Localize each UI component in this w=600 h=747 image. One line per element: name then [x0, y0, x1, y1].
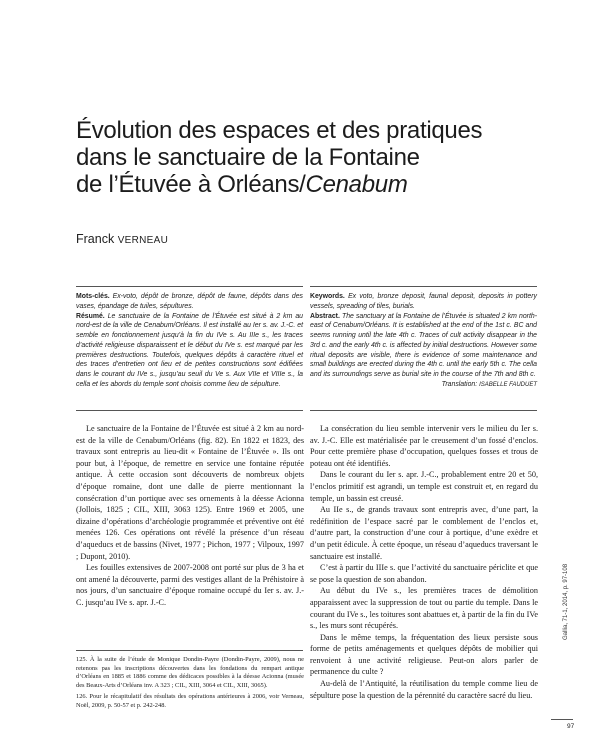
abstract-french: [76, 292, 303, 390]
body-left-paragraph-1: Le sanctuaire de la Fontaine de l’Étuvée est situé à 2 km au nord-est de la ville de Cenabum/Orléans (fig. 82). En 1822 et 1823, des travaux sont entrepris au lieu-dit « Fontaine de l’Étuvée ». Ils ont pour but, à l’époque, de remettre en service une fontaine réputée antique. À cette occasion sont découverts de nombreux objets d’époque romaine, dont une dalle de pierre mentionnant la consécration d’un portique avec ses ornements à la déesse Acionna (Jollois, 1825 ; CIL, XIII, 3063 125). Entre 1969 et 2005, une dizaine d’opérations d’archéologie programmée et préventive ont été menées 126. Ces opérations ont révélé la présence d’un réseau d’aqueducs et de bassins (Nivet, 1977 ; Pichon, 1977 ; Vilpoux, 1997 ; Dupont, 2010).: [76, 424, 304, 561]
title-line-2: dans le sanctuaire de la Fontaine: [76, 144, 420, 171]
author-first-name: Franck: [76, 232, 115, 246]
resume-fr-label: Résumé.: [76, 312, 105, 320]
journal-side-note: Gallia, 71-1, 2014, p. 97-108: [563, 563, 569, 640]
title-line-3-text: de l’Étuvée à Orléans/: [76, 171, 306, 198]
bottom-rule-left: [76, 410, 303, 411]
keywords-en-label: Keywords.: [310, 293, 345, 300]
title-line-3: [76, 171, 546, 198]
bottom-rule-right: [310, 410, 537, 411]
resume-fr: [76, 312, 303, 390]
body-right-paragraph-3: Au IIe s., de grands travaux sont entrepris avec, d’une part, la redéfinition de l’espace sacré par le comblement de l’enclos et, d’autre part, la construction d’une cour à portique, d’une exèdre et d’un petit édicule. À cette époque, un réseau d’aqueducs traversant le sanctuaire est installé.: [310, 505, 538, 561]
translation-name: ISABELLE FAUDUET: [479, 381, 537, 388]
body-right-paragraph-6: Dans le même temps, la fréquentation des lieux persiste sous forme de petits aménagements et quelques dépôts de mobilier qui renvoient à une activité religieuse. Peut-on alors parler de permanence du culte ?: [310, 632, 538, 677]
body-left-paragraph-2: Les fouilles extensives de 2007-2008 ont porté sur plus de 3 ha et ont amené la découverte, parmi des vestiges allant de la Préhistoire à nos jours, d’un sanctuaire d’époque romaine occupé du Ier s. av. J.-C. jusqu’au IVe s. apr. J.-C.: [76, 563, 304, 607]
keywords-fr-label: Mots-clés.: [76, 293, 110, 300]
footnotes: [76, 656, 304, 714]
keywords-en: [310, 292, 537, 312]
footnote-rule: [76, 650, 303, 651]
body-column-right: [310, 423, 538, 701]
author-name: [76, 232, 168, 246]
footnote-125: 125. À la suite de l’étude de Monique Dondin-Payre (Dondin-Payre, 2009), nous ne retenons pas les inscriptions découvertes dans les fondations du rempart antique d’Orléans en 1885 et 1886 comme des dédicaces possibles à la déesse Acionna (musée des Beaux-Arts d’Orléans inv. A 323 ; CIL, XIII, 3064 et CIL, XIII, 3065).: [76, 656, 304, 689]
title-line-1: Évolution des espaces et des pratiques: [76, 117, 483, 144]
translation-label: Translation:: [441, 380, 478, 388]
translation-credit: [310, 380, 537, 391]
body-right-paragraph-7: Au-delà de l’Antiquité, la réutilisation du temple comme lieu de sépulture pose la question de la pérennité du caractère sacré du lieu.: [310, 679, 538, 700]
abstract-en: [310, 312, 537, 380]
top-rule-left: [76, 286, 303, 287]
author-last-name: VERNEAU: [117, 235, 169, 246]
page-number: 97: [567, 723, 575, 730]
body-right-paragraph-5: Au début du IVe s., les premières traces de démolition apparaissent avec la suppression de tout ou partie du temple. Dans le courant du IVe s., les toitures sont abattues et, à partir de la fin du IVe s., les murs sont récupérés.: [310, 586, 538, 631]
abstract-en-text: The sanctuary at la Fontaine de l’Étuvée is situated 2 km north-east of Cenabum/Orléans. It is established at the end of the 1st c. BC and seems running until the late 4th c. Traces of cult activity disappear in the 3rd c. and the early 4th c. is affected by initial destructions. However some ritual deposits are visible, there is evidence of some maintenance and small buildings are erected during the 4th c. until the early 5th c. The cella and its surroundings serve as burial site in the course of the 7th and 8th c.: [310, 312, 537, 378]
resume-fr-text: Le sanctuaire de la Fontaine de l’Étuvée est situé à 2 km au nord-est de la ville de Cenabum/Orléans. Il est installé au Ier s. av. J.-C. et semble en fonctionnement jusqu’à la fin du IVe s. Au IIIe s., les traces d’activité religieuse disparaissent et le début du IVe s. est marqué par les premières destructions. Toutefois, quelques dépôts à caractère rituel et des traces d’entretien ont lieu et de petites constructions sont édifiées dans le courant du IVe s., jusqu’au seuil du Ve s. Aux VIIe et VIIIe s., la cella et les abords du temple sont choisis comme lieu de sépulture.: [76, 312, 303, 388]
abstract-english: [310, 292, 537, 391]
keywords-fr: [76, 292, 303, 312]
keywords-en-text: Ex voto, bronze deposit, faunal deposit, deposits in pottery vessels, spreading of tiles, burials.: [310, 293, 537, 310]
title-line-3-italic: Cenabum: [305, 171, 408, 198]
article-title: [76, 117, 546, 198]
body-right-paragraph-2: Dans le courant du Ier s. apr. J.-C., probablement entre 20 et 50, l’enclos primitif est agrandi, un temple est construit et, en regard du temple, un bassin est creusé.: [310, 470, 538, 503]
body-right-paragraph-1: La consécration du lieu semble intervenir vers le milieu du Ier s. av. J.-C. Elle est matérialisée par le creusement d’un fossé d’enclos. Pour cette première phase d’occupation, quelques fosses et trous de poteau ont été identifiés.: [310, 424, 538, 468]
footnote-126: 126. Pour le récapitulatif des résultats des opérations antérieures à 2006, voir Verneau, Noël, 2009, p. 50-57 et p. 242-248.: [76, 693, 304, 709]
page-number-rule: [551, 719, 573, 720]
body-column-left: [76, 423, 304, 609]
abstract-en-label: Abstract.: [310, 312, 340, 320]
top-rule-right: [310, 286, 537, 287]
body-right-paragraph-4: C’est à partir du IIIe s. que l’activité du sanctuaire périclite et que se pose la question de son abandon.: [310, 563, 538, 584]
keywords-fr-text: Ex-voto, dépôt de bronze, dépôt de faune, dépôts dans des vases, épandage de tuiles, sépultures.: [76, 293, 303, 310]
